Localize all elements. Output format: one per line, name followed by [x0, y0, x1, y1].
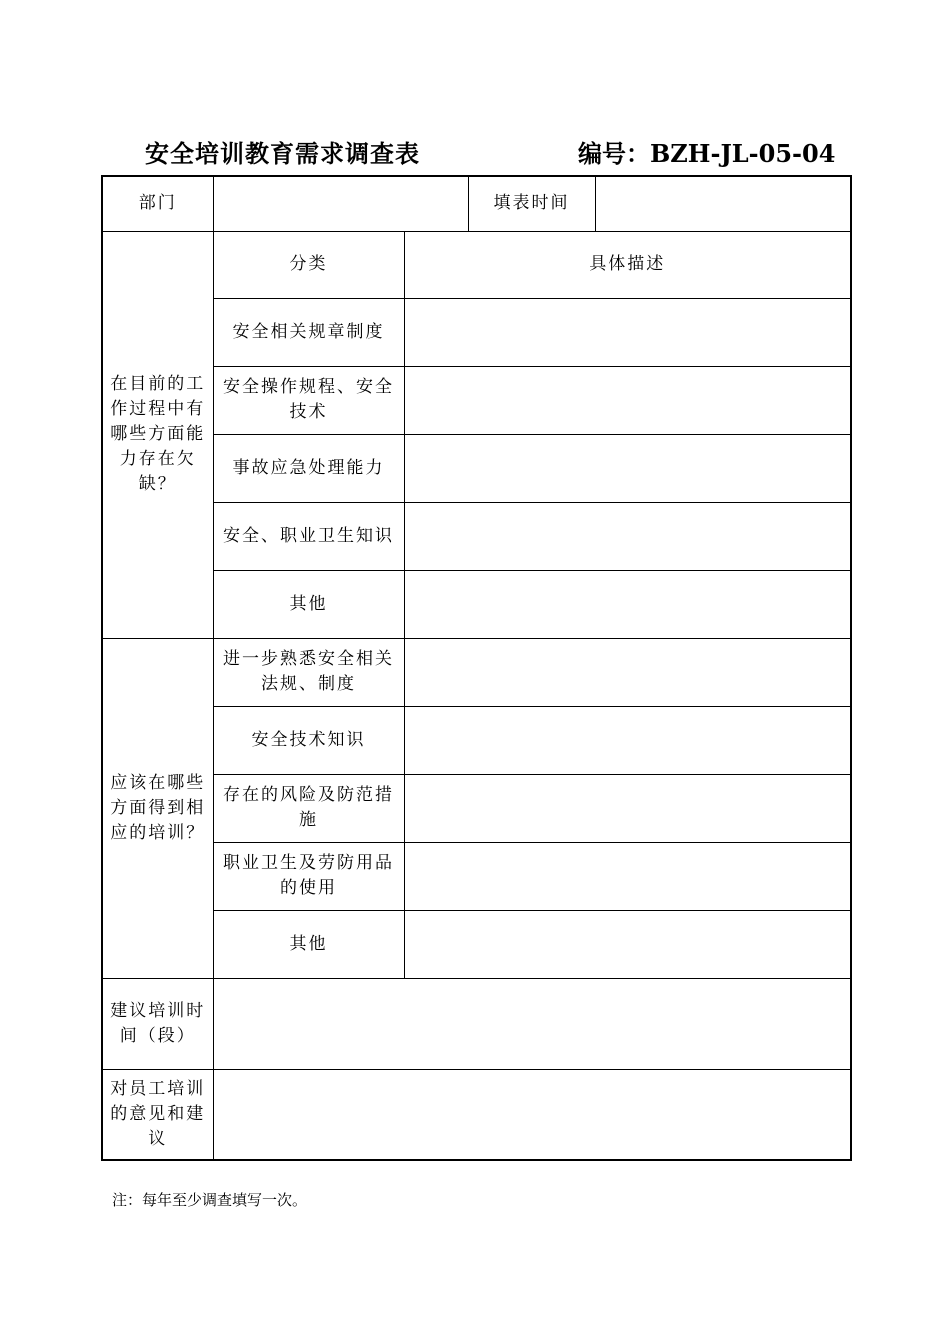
- category-cell: 安全操作规程、安全技术: [213, 366, 404, 434]
- category-cell: 安全相关规章制度: [213, 298, 404, 366]
- description-field[interactable]: [404, 570, 851, 638]
- table-row: [102, 502, 851, 570]
- table-row: [102, 434, 851, 502]
- suggested-time-field[interactable]: [213, 978, 851, 1069]
- table-row: [102, 774, 851, 842]
- column-header-row: [102, 231, 851, 298]
- category-header: 分类: [213, 231, 404, 298]
- category-cell: 其他: [213, 910, 404, 978]
- fill-time-label: 填表时间: [468, 176, 595, 231]
- suggested-time-row: [102, 978, 851, 1069]
- category-cell: 职业卫生及劳防用品的使用: [213, 842, 404, 910]
- description-field[interactable]: [404, 842, 851, 910]
- description-field[interactable]: [404, 910, 851, 978]
- opinions-field[interactable]: [213, 1069, 851, 1160]
- dept-label: 部门: [102, 176, 213, 231]
- category-cell: 事故应急处理能力: [213, 434, 404, 502]
- fill-time-field[interactable]: [595, 176, 851, 231]
- section2-label: 应该在哪些方面得到相应的培训？: [102, 638, 213, 978]
- description-field[interactable]: [404, 502, 851, 570]
- table-row: [102, 638, 851, 706]
- dept-field[interactable]: [213, 176, 468, 231]
- suggested-time-label: 建议培训时间（段）: [102, 978, 213, 1069]
- description-field[interactable]: [404, 366, 851, 434]
- section1-label: 在目前的工作过程中有哪些方面能力存在欠缺？: [102, 231, 213, 638]
- form-title: 安全培训教育需求调查表: [145, 140, 420, 168]
- footer-note: 注：每年至少调查填写一次。: [112, 1191, 308, 1209]
- category-cell: 存在的风险及防范措施: [213, 774, 404, 842]
- description-field[interactable]: [404, 434, 851, 502]
- description-field[interactable]: [404, 298, 851, 366]
- survey-table: [101, 175, 852, 1161]
- table-row: [102, 910, 851, 978]
- description-header: 具体描述: [404, 231, 851, 298]
- description-field[interactable]: [404, 706, 851, 774]
- form-code-value: BZH-JL-05-04: [650, 139, 836, 168]
- category-cell: 进一步熟悉安全相关法规、制度: [213, 638, 404, 706]
- table-row: [102, 298, 851, 366]
- table-row: [102, 842, 851, 910]
- description-field[interactable]: [404, 638, 851, 706]
- table-row: [102, 570, 851, 638]
- description-field[interactable]: [404, 774, 851, 842]
- form-code-label: 编号：: [578, 140, 650, 168]
- category-cell: 安全技术知识: [213, 706, 404, 774]
- table-row: [102, 366, 851, 434]
- table-row: [102, 706, 851, 774]
- opinions-row: [102, 1069, 851, 1160]
- form-code: [578, 134, 835, 169]
- category-cell: 安全、职业卫生知识: [213, 502, 404, 570]
- opinions-label: 对员工培训的意见和建议: [102, 1069, 213, 1160]
- category-cell: 其他: [213, 570, 404, 638]
- header-row: [102, 176, 851, 231]
